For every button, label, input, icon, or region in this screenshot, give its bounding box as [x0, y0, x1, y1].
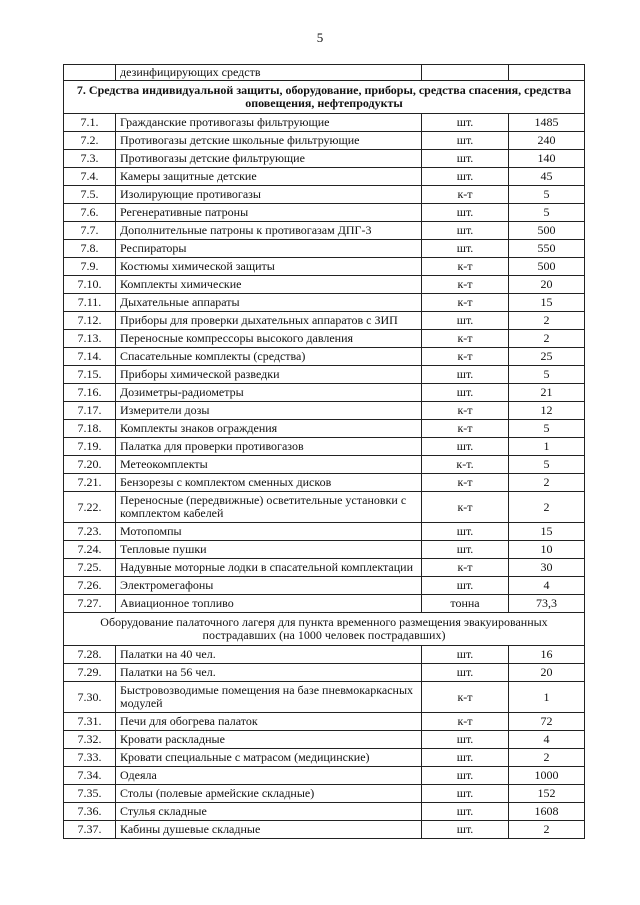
row-unit: шт.: [422, 204, 509, 222]
row-quantity: 5: [509, 366, 585, 384]
row-quantity: 5: [509, 186, 585, 204]
row-number: 7.18.: [64, 420, 116, 438]
table-row: [64, 222, 585, 240]
row-unit: шт.: [422, 803, 509, 821]
row-name: Стулья складные: [116, 803, 422, 821]
row-number: 7.4.: [64, 168, 116, 186]
row-quantity: 1000: [509, 767, 585, 785]
row-unit: тонна: [422, 595, 509, 613]
row-number: 7.1.: [64, 114, 116, 132]
row-quantity: 25: [509, 348, 585, 366]
table-row: [64, 474, 585, 492]
section-header-row: [64, 81, 585, 114]
row-number: 7.20.: [64, 456, 116, 474]
row-unit: к-т.: [422, 456, 509, 474]
table-row: [64, 541, 585, 559]
row-unit: шт.: [422, 150, 509, 168]
row-number: 7.16.: [64, 384, 116, 402]
table-row: [64, 492, 585, 523]
table-row: [64, 420, 585, 438]
row-number: 7.6.: [64, 204, 116, 222]
row-unit: шт.: [422, 767, 509, 785]
row-name: Одеяла: [116, 767, 422, 785]
table-row: [64, 785, 585, 803]
row-number: 7.28.: [64, 646, 116, 664]
equipment-table: [63, 64, 585, 839]
row-quantity: 2: [509, 474, 585, 492]
table-row: [64, 312, 585, 330]
row-name: Столы (полевые армейские складные): [116, 785, 422, 803]
row-number: 7.14.: [64, 348, 116, 366]
table-row: [64, 330, 585, 348]
row-quantity: 16: [509, 646, 585, 664]
row-number: 7.32.: [64, 731, 116, 749]
row-unit: шт.: [422, 240, 509, 258]
row-unit: [422, 65, 509, 81]
row-quantity: 20: [509, 276, 585, 294]
row-quantity: 4: [509, 731, 585, 749]
subsection-title: Оборудование палаточного лагеря для пункта временного размещения эвакуированных пострадавших (на 1000 человек пострадавших): [64, 613, 585, 646]
table-row: [64, 456, 585, 474]
table-row: [64, 749, 585, 767]
table-row: [64, 402, 585, 420]
row-quantity: 550: [509, 240, 585, 258]
row-name: Изолирующие противогазы: [116, 186, 422, 204]
row-name: Кровати специальные с матрасом (медицинские): [116, 749, 422, 767]
row-name: Дополнительные патроны к противогазам ДПГ-3: [116, 222, 422, 240]
table-body: [64, 65, 585, 839]
row-number: 7.7.: [64, 222, 116, 240]
table-row: [64, 132, 585, 150]
row-quantity: 10: [509, 541, 585, 559]
row-quantity: 15: [509, 294, 585, 312]
row-name: Авиационное топливо: [116, 595, 422, 613]
table-row: [64, 348, 585, 366]
row-quantity: 20: [509, 664, 585, 682]
row-number: 7.12.: [64, 312, 116, 330]
table-row: [64, 803, 585, 821]
row-number: 7.15.: [64, 366, 116, 384]
row-name: Комплекты знаков ограждения: [116, 420, 422, 438]
row-name: Гражданские противогазы фильтрующие: [116, 114, 422, 132]
row-unit: шт.: [422, 132, 509, 150]
row-name: Кабины душевые складные: [116, 821, 422, 839]
row-name: Приборы химической разведки: [116, 366, 422, 384]
row-name: Бензорезы с комплектом сменных дисков: [116, 474, 422, 492]
row-unit: к-т: [422, 713, 509, 731]
row-number: 7.19.: [64, 438, 116, 456]
row-unit: шт.: [422, 523, 509, 541]
row-name: Электромегафоны: [116, 577, 422, 595]
row-number: 7.31.: [64, 713, 116, 731]
row-quantity: 12: [509, 402, 585, 420]
table-row: [64, 186, 585, 204]
row-quantity: 1: [509, 682, 585, 713]
row-number: 7.30.: [64, 682, 116, 713]
section-title: 7. Средства индивидуальной защиты, оборудование, приборы, средства спасения, средства оповещения, нефтепродукты: [64, 81, 585, 114]
row-number: 7.5.: [64, 186, 116, 204]
row-quantity: 240: [509, 132, 585, 150]
table-row: [64, 168, 585, 186]
row-number: 7.17.: [64, 402, 116, 420]
row-name: Дыхательные аппараты: [116, 294, 422, 312]
row-number: 7.36.: [64, 803, 116, 821]
row-quantity: 500: [509, 258, 585, 276]
row-unit: шт.: [422, 646, 509, 664]
row-number: 7.35.: [64, 785, 116, 803]
row-unit: к-т: [422, 682, 509, 713]
page-number: 5: [316, 30, 324, 45]
row-quantity: 1485: [509, 114, 585, 132]
row-unit: шт.: [422, 384, 509, 402]
table-row: [64, 438, 585, 456]
row-unit: шт.: [422, 168, 509, 186]
row-quantity: 500: [509, 222, 585, 240]
row-name: Метеокомплекты: [116, 456, 422, 474]
row-number: 7.37.: [64, 821, 116, 839]
row-quantity: 2: [509, 749, 585, 767]
row-name: Палатки на 56 чел.: [116, 664, 422, 682]
row-quantity: 4: [509, 577, 585, 595]
table-row: [64, 767, 585, 785]
row-number: 7.27.: [64, 595, 116, 613]
row-name: Палатка для проверки противогазов: [116, 438, 422, 456]
table-row: [64, 664, 585, 682]
row-number: 7.26.: [64, 577, 116, 595]
table-row: [64, 682, 585, 713]
table-row: [64, 731, 585, 749]
row-number: 7.25.: [64, 559, 116, 577]
row-name: дезинфицирующих средств: [116, 65, 422, 81]
row-quantity: 1: [509, 438, 585, 456]
row-unit: к-т: [422, 348, 509, 366]
row-name: Быстровозводимые помещения на базе пневмокаркасных модулей: [116, 682, 422, 713]
row-name: Измерители дозы: [116, 402, 422, 420]
row-quantity: 30: [509, 559, 585, 577]
row-number: 7.2.: [64, 132, 116, 150]
row-number: 7.21.: [64, 474, 116, 492]
row-quantity: 5: [509, 456, 585, 474]
row-quantity: 2: [509, 312, 585, 330]
row-unit: к-т: [422, 330, 509, 348]
row-quantity: 72: [509, 713, 585, 731]
row-name: Дозиметры-радиометры: [116, 384, 422, 402]
table-row: [64, 114, 585, 132]
row-unit: к-т: [422, 258, 509, 276]
row-name: Спасательные комплекты (средства): [116, 348, 422, 366]
row-unit: шт.: [422, 821, 509, 839]
row-name: Комплекты химические: [116, 276, 422, 294]
row-unit: к-т: [422, 186, 509, 204]
row-name: Тепловые пушки: [116, 541, 422, 559]
row-quantity: 140: [509, 150, 585, 168]
row-name: Противогазы детские школьные фильтрующие: [116, 132, 422, 150]
table-row: [64, 595, 585, 613]
row-quantity: 15: [509, 523, 585, 541]
row-name: Костюмы химической защиты: [116, 258, 422, 276]
row-quantity: 152: [509, 785, 585, 803]
table-row: [64, 646, 585, 664]
row-quantity: 2: [509, 492, 585, 523]
row-unit: шт.: [422, 312, 509, 330]
row-number: 7.34.: [64, 767, 116, 785]
table-row: [64, 821, 585, 839]
row-unit: к-т: [422, 492, 509, 523]
table-row: [64, 65, 585, 81]
row-quantity: 2: [509, 330, 585, 348]
row-unit: шт.: [422, 785, 509, 803]
table-row: [64, 366, 585, 384]
row-number: [64, 65, 116, 81]
row-number: 7.13.: [64, 330, 116, 348]
row-unit: шт.: [422, 749, 509, 767]
row-name: Кровати раскладные: [116, 731, 422, 749]
table-row: [64, 577, 585, 595]
row-quantity: 1608: [509, 803, 585, 821]
table-row: [64, 258, 585, 276]
row-unit: шт.: [422, 222, 509, 240]
row-number: 7.11.: [64, 294, 116, 312]
row-quantity: [509, 65, 585, 81]
row-number: 7.23.: [64, 523, 116, 541]
row-name: Регенеративные патроны: [116, 204, 422, 222]
row-unit: к-т: [422, 559, 509, 577]
table-row: [64, 559, 585, 577]
row-unit: шт.: [422, 438, 509, 456]
row-name: Камеры защитные детские: [116, 168, 422, 186]
row-name: Мотопомпы: [116, 523, 422, 541]
row-unit: шт.: [422, 731, 509, 749]
row-unit: к-т: [422, 276, 509, 294]
row-name: Приборы для проверки дыхательных аппаратов с ЗИП: [116, 312, 422, 330]
row-number: 7.22.: [64, 492, 116, 523]
table-row: [64, 276, 585, 294]
row-unit: шт.: [422, 114, 509, 132]
table-row: [64, 294, 585, 312]
table-row: [64, 384, 585, 402]
row-unit: шт.: [422, 664, 509, 682]
row-unit: к-т: [422, 420, 509, 438]
row-number: 7.33.: [64, 749, 116, 767]
row-number: 7.8.: [64, 240, 116, 258]
row-quantity: 2: [509, 821, 585, 839]
table-row: [64, 204, 585, 222]
row-number: 7.3.: [64, 150, 116, 168]
row-quantity: 21: [509, 384, 585, 402]
row-name: Респираторы: [116, 240, 422, 258]
row-name: Переносные (передвижные) осветительные установки с комплектом кабелей: [116, 492, 422, 523]
row-quantity: 5: [509, 420, 585, 438]
row-unit: шт.: [422, 366, 509, 384]
row-unit: шт.: [422, 577, 509, 595]
row-name: Печи для обогрева палаток: [116, 713, 422, 731]
row-unit: к-т: [422, 474, 509, 492]
row-number: 7.24.: [64, 541, 116, 559]
row-quantity: 73,3: [509, 595, 585, 613]
table-row: [64, 240, 585, 258]
row-unit: к-т: [422, 294, 509, 312]
row-unit: к-т: [422, 402, 509, 420]
row-number: 7.10.: [64, 276, 116, 294]
row-number: 7.29.: [64, 664, 116, 682]
row-quantity: 5: [509, 204, 585, 222]
table-row: [64, 150, 585, 168]
table-row: [64, 523, 585, 541]
row-name: Противогазы детские фильтрующие: [116, 150, 422, 168]
row-number: 7.9.: [64, 258, 116, 276]
subsection-header-row: [64, 613, 585, 646]
row-name: Палатки на 40 чел.: [116, 646, 422, 664]
row-name: Надувные моторные лодки в спасательной комплектации: [116, 559, 422, 577]
table-row: [64, 713, 585, 731]
row-unit: шт.: [422, 541, 509, 559]
row-name: Переносные компрессоры высокого давления: [116, 330, 422, 348]
row-quantity: 45: [509, 168, 585, 186]
